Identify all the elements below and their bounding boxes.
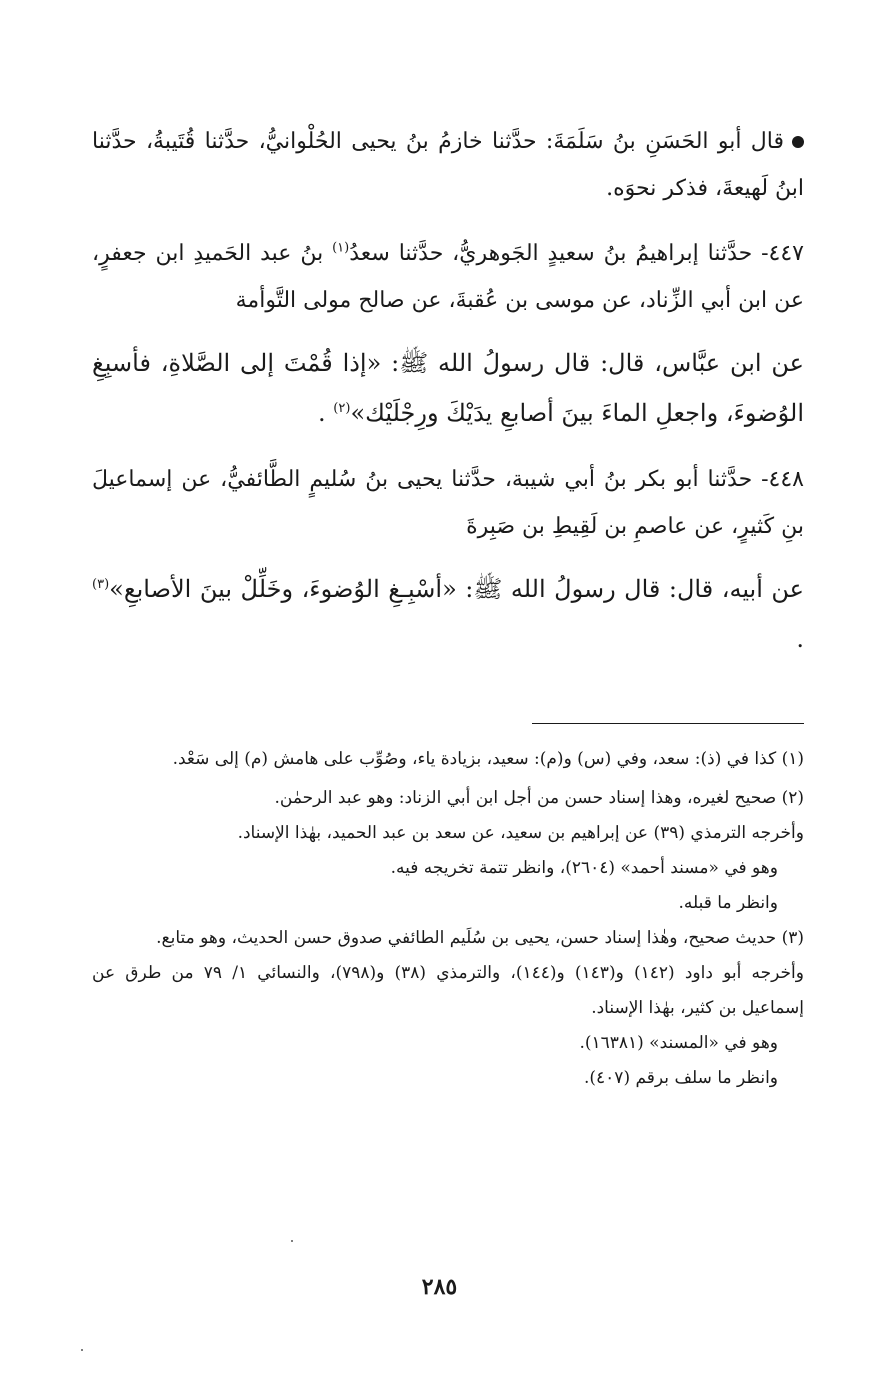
hadith-448-matn-text: عن أبيه، قال: قال رسولُ الله ﷺ: «أسْبِـغِ الوُضوءَ، وخَلِّلْ بينَ الأصابعِ» bbox=[109, 575, 804, 603]
hadith-447-matn bbox=[92, 338, 804, 438]
footnote-2-line-a: (٢) صحيح لغيره، وهذا إسناد حسن من أجل ابن أبي الزناد: وهو عبد الرحمٰن. bbox=[274, 788, 804, 808]
footnote-3-line-a: (٣) حديث صحيح، وهٰذا إسناد حسن، يحيى بن سُلَيم الطائفي صدوق حسن الحديث، وهو متابع. bbox=[156, 928, 804, 948]
footnotes bbox=[92, 742, 804, 1096]
hadith-447-isnad bbox=[92, 230, 804, 324]
period: . bbox=[796, 625, 804, 653]
hadith-448-isnad-text: ٤٤٨- حدَّثنا أبو بكر بنُ أبي شيبة، حدَّثنا يحيى بنُ سُليمٍ الطَّائفيُّ، عن إسماعيلَ بنِ كَثيرٍ، عن عاصمِ بن لَقِيطِ بن صَبِرةَ bbox=[92, 467, 804, 539]
hadith-448-isnad bbox=[92, 456, 804, 550]
footnote-3-line-d: وانظر ما سلف برقم (٤٠٧). bbox=[584, 1068, 778, 1088]
hadith-448-matn bbox=[92, 564, 804, 664]
footnote-3-line-c: وهو في «المسند» (١٦٣٨١). bbox=[579, 1033, 778, 1053]
period: . bbox=[318, 399, 326, 427]
footnote-2-line-b: وأخرجه الترمذي (٣٩) عن إبراهيم بن سعيد، عن سعد بن عبد الحميد، بهٰذا الإسناد. bbox=[237, 823, 804, 843]
narration-paragraph bbox=[92, 118, 804, 212]
hadith-447-isnad-text: ٤٤٧- حدَّثنا إبراهيمُ بنُ سعيدٍ الجَوهريُّ، حدَّثنا سعدُ bbox=[349, 241, 804, 266]
footnote-ref-2: (٢) bbox=[333, 401, 351, 416]
hadith-447-isnad-continuation: بنُ عبد الحَميدِ ابن جعفرٍ، عن ابن أبي الزِّناد، عن موسى بن عُقبةَ، عن صالح مولى التَّوأمة bbox=[92, 241, 804, 313]
paper-speck bbox=[81, 1349, 83, 1351]
footnote-ref-1: (١) bbox=[332, 240, 350, 256]
footnote-3-line-b: وأخرجه أبو داود (١٤٢) و(١٤٣) و(١٤٤)، والترمذي (٣٨) و(٧٩٨)، والنسائي ١/ ٧٩ من طرق عن إسماعيل بن كثير، بهٰذا الإسناد. bbox=[92, 963, 804, 1018]
footnote-ref-3: (٣) bbox=[92, 577, 110, 592]
bullet-icon bbox=[792, 136, 804, 148]
hadith-447-matn-text: عن ابن عبَّاس، قال: قال رسولُ الله ﷺ: «إذا قُمْتَ إلى الصَّلاةِ، فأسبِغِ الوُضوءَ، واجعلِ الماءَ بينَ أصابعِ يدَيْكَ ورِجْلَيْك» bbox=[92, 349, 804, 427]
footnote-divider bbox=[532, 723, 804, 724]
footnote-2-line-d: وانظر ما قبله. bbox=[678, 893, 778, 913]
footnote-2-line-c: وهو في «مسند أحمد» (٢٦٠٤)، وانظر تتمة تخريجه فيه. bbox=[390, 858, 778, 878]
narration-text: قال أبو الحَسَنِ بنُ سَلَمَةَ: حدَّثنا خازمُ بنُ يحيى الحُلْوانيُّ، حدَّثنا قُتَيبةُ، حدَّثنا ابنُ لَهيعةَ، فذكر نحوَه. bbox=[92, 129, 804, 201]
footnote-1: (١) كذا في (ذ): سعد، وفي (س) و(م): سعيد، بزيادة ياء، وصُوِّب على هامش (م) إلى سَعْد. bbox=[172, 749, 804, 769]
paper-speck bbox=[291, 1240, 293, 1242]
page-number: ٢٨٥ bbox=[421, 1274, 458, 1300]
main-text bbox=[92, 118, 804, 682]
